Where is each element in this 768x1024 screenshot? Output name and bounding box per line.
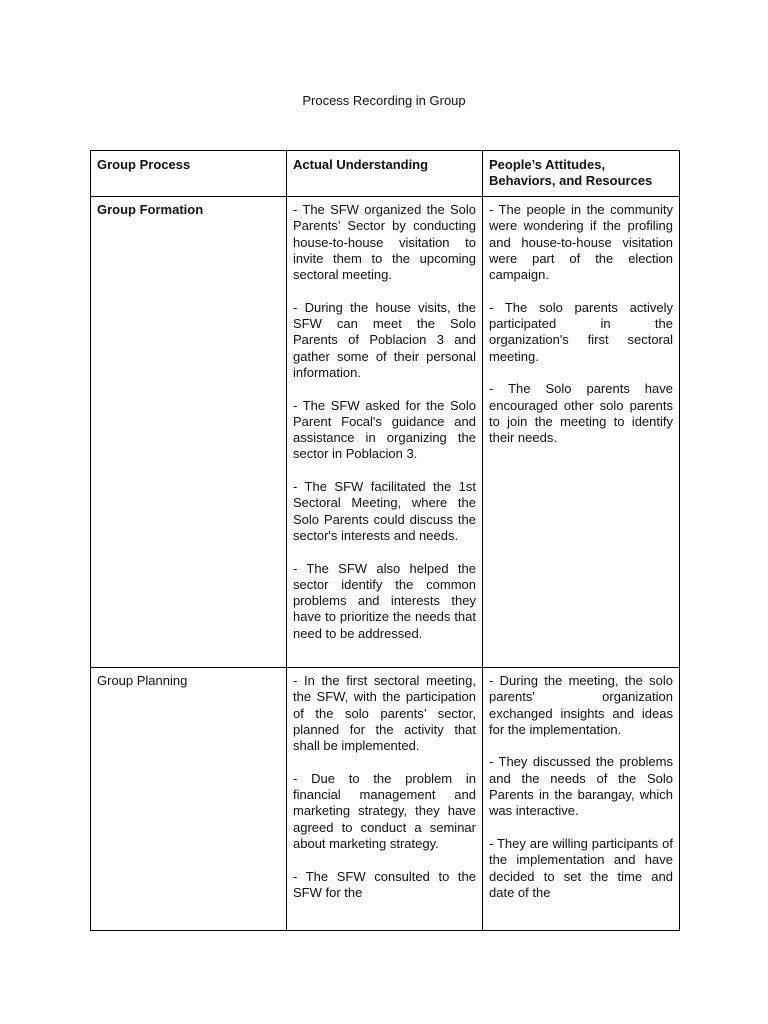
attitudes-paragraph: - The solo parents actively participated in the organization's first sectoral meeting. xyxy=(489,299,673,364)
header-group-process: Group Process xyxy=(91,151,287,197)
attitudes-paragraph: - They discussed the problems and the needs of the Solo Parents in the barangay, which was interactive. xyxy=(489,754,673,819)
understanding-paragraph: - The SFW facilitated the 1st Sectoral Meeting, where the Solo Parents could discuss the sector's interests and needs. xyxy=(293,479,476,543)
understanding-paragraph: - During the house visits, the SFW can meet the Solo Parents of Poblacion 3 and gather some of their personal information. xyxy=(293,299,476,380)
attitudes-cell xyxy=(483,668,680,931)
header-attitudes-behaviors-resources: People’s Attitudes, Behaviors, and Resources xyxy=(483,151,680,197)
attitudes-paragraph: - During the meeting, the solo parents' organization exchanged insights and ideas for the implementation. xyxy=(489,673,673,737)
understanding-paragraph: - The SFW organized the Solo Parents’ Sector by conducting house-to-house visitation to invite them to the upcoming sectoral meeting. xyxy=(293,202,476,283)
document-title: Process Recording in Group xyxy=(302,93,466,108)
attitudes-cell xyxy=(483,197,680,668)
table-header-row xyxy=(91,151,680,197)
phase-cell-group-planning: Group Planning xyxy=(91,668,287,931)
table-row xyxy=(91,668,680,931)
attitudes-paragraph: - The people in the community were wondering if the profiling and house-to-house visitation were part of the election campaign. xyxy=(489,202,673,283)
attitudes-paragraph: - The Solo parents have encouraged other solo parents to join the meeting to identify their needs. xyxy=(489,381,673,446)
process-recording-table xyxy=(90,150,680,931)
understanding-paragraph: - The SFW asked for the Solo Parent Focal's guidance and assistance in organizing the sector in Poblacion 3. xyxy=(293,397,476,462)
understanding-cell xyxy=(287,668,483,931)
understanding-paragraph: - The SFW consulted to the SFW for the xyxy=(293,868,476,900)
understanding-paragraph: - The SFW also helped the sector identify the common problems and interests they have to prioritize the needs that need to be addressed. xyxy=(293,560,476,641)
table-row xyxy=(91,197,680,668)
header-actual-understanding: Actual Understanding xyxy=(287,151,483,197)
attitudes-paragraph: - They are willing participants of the implementation and have decided to set the time and date of the xyxy=(489,835,673,900)
phase-cell-group-formation: Group Formation xyxy=(91,197,287,668)
understanding-paragraph: - In the first sectoral meeting, the SFW, with the participation of the solo parents’ sector, planned for the activity that shall be implemented. xyxy=(293,673,476,754)
understanding-paragraph: - Due to the problem in financial management and marketing strategy, they have agreed to conduct a seminar about marketing strategy. xyxy=(293,770,476,851)
understanding-cell xyxy=(287,197,483,668)
